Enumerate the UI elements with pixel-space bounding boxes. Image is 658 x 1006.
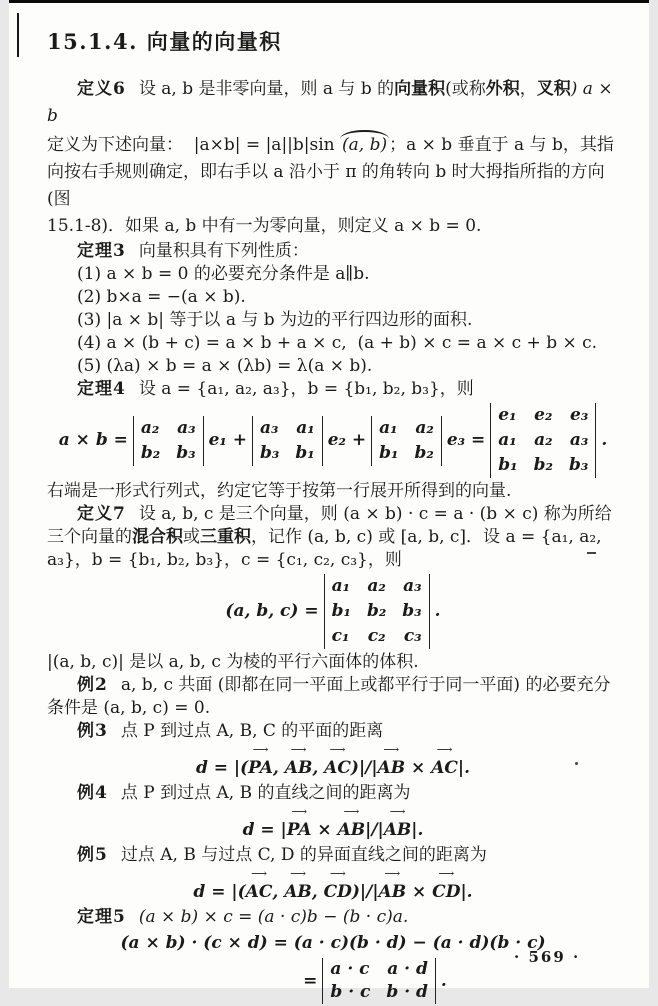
determinant-cell: a₃ <box>569 430 589 450</box>
vector-letters: AB <box>377 758 406 778</box>
page-number: · 569 · <box>514 948 581 966</box>
determinant-cell: a₂ <box>415 417 434 438</box>
ex5-line <box>47 844 619 867</box>
determinant-cell: b · d <box>386 982 428 1002</box>
vector-arrow-icon: ⟶ <box>389 805 406 818</box>
vector-arrow-icon: ⟶ <box>384 867 401 880</box>
formula-text: × <box>405 758 432 778</box>
determinant-2x2 <box>133 416 204 466</box>
vector-AB <box>383 805 412 842</box>
vector-AB <box>284 867 312 904</box>
formula-text: (a × b) · (c × d) = (a · c)(b · d) − (a · d)(b · c) <box>120 933 546 953</box>
thm5-label: 定理5 <box>77 907 126 927</box>
term-vector-product: 向量积 <box>394 79 446 99</box>
formula-text: |. <box>460 882 473 902</box>
cross-product-determinant-formula <box>47 403 619 478</box>
vector-letters: PA <box>286 820 312 840</box>
vector-AB <box>377 743 406 780</box>
def7-text: 或 <box>183 527 200 547</box>
determinant-row <box>332 574 422 599</box>
determinant-row <box>141 441 196 466</box>
section-title: 15.1.4. 向量的向量积 <box>47 29 282 54</box>
vector-arrow-icon: ⟶ <box>436 743 453 756</box>
vector-arrow-icon: ⟶ <box>383 743 400 756</box>
basis-e2: e₂ + <box>327 430 367 450</box>
determinant-cell: e₃ <box>570 405 589 425</box>
ex2-text: a, b, c 共面 (即都在同一平面上或都平行于同一平面) 的必要充分 <box>120 675 611 695</box>
vector-AB <box>284 743 313 780</box>
def6-text: ) a × b <box>47 79 613 126</box>
vector-arrow-icon: ⟶ <box>329 743 346 756</box>
determinant-cell: a₂ <box>367 576 386 596</box>
determinant-cell: a₁ <box>296 417 315 438</box>
vector-letters: AB <box>337 820 366 840</box>
ex5-label: 例5 <box>77 845 108 865</box>
vector-AC <box>245 867 273 904</box>
def6-text: ， <box>519 79 537 99</box>
determinant-cell: b₃ <box>402 601 422 621</box>
determinant-2x2 <box>252 416 323 466</box>
def6-label: 定义6 <box>77 79 126 99</box>
determinant-row <box>260 416 315 441</box>
def6-text: 定义为下述向量： |a×b| = |a||b|sin <box>47 135 341 155</box>
vector-letters: CD <box>432 882 461 902</box>
formula-text: , <box>272 882 285 902</box>
def6-text: (或称 <box>445 79 486 99</box>
basis-e1: e₁ + <box>208 430 248 450</box>
def7-line-1 <box>47 503 619 526</box>
def6-paragraph <box>47 76 619 240</box>
def6-text: 设 a, b 是非零向量，则 a 与 b 的 <box>138 79 395 99</box>
ex5-distance-formula <box>47 869 619 904</box>
def7-note: |(a, b, c)| 是以 a, b, c 为棱的平行六面体的体积. <box>47 652 419 672</box>
thm4-intro: 设 a = {a₁, a₂, a₃}，b = {b₁, b₂, b₃}，则 <box>138 379 474 399</box>
formula-text: d = |( <box>193 882 246 902</box>
ex3-label: 例3 <box>77 721 108 741</box>
vector-letters: AB <box>378 882 407 902</box>
determinant-cell: b₂ <box>366 601 387 621</box>
determinant-cell: b₁ <box>379 442 399 463</box>
determinant-cell: a₃ <box>403 576 422 596</box>
angle-pair: (a, b) <box>342 135 388 155</box>
vector-arrow-icon: ⟶ <box>438 867 455 880</box>
thm3-label: 定理3 <box>77 241 126 261</box>
determinant-2x2 <box>322 958 436 1004</box>
determinant-2x2 <box>371 416 442 466</box>
vector-CD <box>432 867 461 904</box>
formula-text: d = |( <box>195 758 249 778</box>
determinant-cell: c₃ <box>403 626 422 646</box>
ex2-line-2: 条件是 (a, b, c) = 0. <box>47 698 211 718</box>
determinant-cell: b₁ <box>498 455 518 475</box>
formula-text: )|/| <box>351 882 379 902</box>
thm4-line <box>47 378 619 401</box>
mixed-product-determinant-formula <box>47 574 619 649</box>
determinant-cell: b₁ <box>331 601 351 621</box>
thm3-property-5: (5) (λa) × b = a × (λb) = λ(a × b). <box>77 356 373 376</box>
vector-letters: AC <box>245 882 273 902</box>
determinant-cell: b₂ <box>414 442 434 463</box>
thm3-line <box>47 240 619 263</box>
vector-AC <box>431 743 458 780</box>
determinant-row <box>332 624 422 649</box>
vector-arrow-icon: ⟶ <box>291 805 308 818</box>
angle-arc-notation <box>340 130 389 159</box>
determinant-cell: b₁ <box>295 442 315 463</box>
determinant-cell: b · c <box>330 982 371 1002</box>
determinant-cell: b₃ <box>568 455 589 475</box>
def6-text: ；a × b 垂直于 a 与 b，其指 <box>389 135 614 155</box>
determinant-row <box>332 599 422 624</box>
term-triple-product: 三重积 <box>200 527 251 547</box>
determinant-row <box>498 428 588 453</box>
determinant-row <box>260 441 315 466</box>
vector-AB <box>378 867 407 904</box>
determinant-cell: b₃ <box>260 442 280 463</box>
scan-mark-left <box>17 13 19 57</box>
formula-text: , <box>312 758 325 778</box>
vector-CD <box>323 867 352 904</box>
formula-text: , <box>311 882 324 902</box>
def6-line-1 <box>47 76 619 130</box>
def7-line-3: a₃}，b = {b₁, b₂, b₃}，c = {c₁, c₂, c₃}，则 <box>47 550 402 570</box>
determinant-cell: b₂ <box>533 455 553 475</box>
thm3-property-2: (2) b×a = −(a × b). <box>77 287 246 307</box>
def6-line-2 <box>47 130 619 159</box>
vector-letters: CD <box>323 882 352 902</box>
vector-arrow-icon: ⟶ <box>252 743 269 756</box>
vector-letters: AC <box>324 758 351 778</box>
thm4-label: 定理4 <box>77 379 126 399</box>
vector-letters: AB <box>284 758 313 778</box>
vector-arrow-icon: ⟶ <box>290 867 306 880</box>
determinant-row <box>498 403 588 428</box>
ex4-line <box>47 782 619 805</box>
term-cross-product: 叉积 <box>536 79 571 99</box>
determinant-cell: a₁ <box>331 576 351 596</box>
formula-period: . <box>601 430 608 450</box>
ex3-line <box>47 720 619 743</box>
def7-text: 三个向量的 <box>47 527 132 547</box>
determinant-3x3 <box>490 403 596 478</box>
vector-letters: AB <box>284 882 312 902</box>
scanned-textbook-page <box>9 0 649 1002</box>
determinant-cell: c₂ <box>367 626 386 646</box>
formula-period: . <box>440 970 447 991</box>
def7-label: 定义7 <box>77 504 126 524</box>
basis-e3: e₃ = <box>446 430 486 450</box>
determinant-cell: b₃ <box>176 442 196 463</box>
determinant-cell: e₁ <box>498 405 517 425</box>
def7-text: ，记作 (a, b, c) 或 [a, b, c]．设 a = {a₁, a₂, <box>251 527 602 547</box>
term-mixed-product: 混合积 <box>132 527 183 547</box>
formula-text: d = | <box>242 820 287 840</box>
vector-arrow-icon: ⟶ <box>343 805 360 818</box>
page-content <box>47 22 619 1006</box>
formula-period: . <box>434 601 441 621</box>
vector-AC <box>324 743 351 780</box>
determinant-cell: a₂ <box>534 430 553 450</box>
scan-border-top <box>9 0 649 3</box>
def6-line-3: 向按右手规则确定，即右手以 a 沿小于 π 的角转向 b 时大拇指所指的方向 (图 <box>47 162 605 209</box>
vector-letters: PA <box>248 758 273 778</box>
vector-arrow-icon: ⟶ <box>290 743 307 756</box>
determinant-cell: a₃ <box>260 417 279 438</box>
def7-line-2 <box>47 526 619 549</box>
determinant-cell: b₂ <box>140 442 161 463</box>
thm3-property-1: (1) a × b = 0 的必要充分条件是 a∥b. <box>77 264 370 284</box>
determinant-cell: a₂ <box>140 417 160 438</box>
thm5-line-1 <box>47 906 619 929</box>
term-outer-product: 外积 <box>485 79 520 99</box>
determinant-cell: a₁ <box>379 417 398 438</box>
thm4-note: 右端是一形式行列式，约定它等于按第一行展开所得到的向量. <box>47 481 512 501</box>
thm3-property-4: (4) a × (b + c) = a × b + a × c, (a + b) × c = a × c + b × c. <box>77 333 598 353</box>
formula-lhs: a × b = <box>58 430 128 450</box>
determinant-row <box>379 416 434 441</box>
formula-text: × <box>311 820 338 840</box>
vector-arrow-icon: ⟶ <box>251 867 267 880</box>
ex3-distance-formula <box>47 745 619 780</box>
formula-text: |/| <box>365 820 384 840</box>
formula-text: )|/| <box>350 758 378 778</box>
formula-text: × <box>406 882 433 902</box>
determinant-cell: a₃ <box>177 417 196 438</box>
ex4-text: 点 P 到过点 A, B 的直线之间的距离为 <box>120 783 411 803</box>
vector-arrow-icon: ⟶ <box>329 867 346 880</box>
determinant-row <box>379 441 434 466</box>
vector-letters: AB <box>383 820 412 840</box>
ex4-distance-formula <box>47 807 619 842</box>
equals-sign: = <box>303 970 318 991</box>
ex5-text: 过点 A, B 与过点 C, D 的异面直线之间的距离为 <box>120 845 487 865</box>
vector-letters: AC <box>431 758 458 778</box>
determinant-cell: c₁ <box>331 626 350 646</box>
determinant-cell: a₁ <box>498 430 517 450</box>
determinant-cell: a · c <box>330 959 370 979</box>
determinant-row <box>141 416 196 441</box>
vector-PA <box>248 743 273 780</box>
thm5-identity-1: (a × b) × c = (a · c)b − (b · c)a. <box>138 907 409 927</box>
formula-lhs: (a, b, c) = <box>225 601 319 621</box>
thm3-property-3: (3) |a × b| 等于以 a 与 b 为边的平行四边形的面积. <box>77 310 473 330</box>
determinant-row <box>330 958 428 981</box>
determinant-cell: e₂ <box>534 405 553 425</box>
formula-text: |. <box>457 758 471 778</box>
ex2-label: 例2 <box>77 675 108 695</box>
vector-PA <box>286 805 312 842</box>
def6-line-4: 15.1-8)．如果 a, b 中有一为零向量，则定义 a × b = 0. <box>47 216 482 236</box>
determinant-row <box>330 981 428 1004</box>
formula-text: , <box>272 758 285 778</box>
formula-text: |. <box>411 820 424 840</box>
ex4-label: 例4 <box>77 783 108 803</box>
determinant-cell: a · d <box>387 959 428 979</box>
determinant-3x3 <box>324 574 430 649</box>
determinant-row <box>498 453 588 478</box>
vector-AB <box>337 805 366 842</box>
ex3-text: 点 P 到过点 A, B, C 的平面的距离 <box>120 721 384 741</box>
thm3-intro: 向量积具有下列性质： <box>138 241 309 261</box>
ex2-line-1 <box>47 674 619 697</box>
def7-text: 设 a, b, c 是三个向量，则 (a × b) · c = a · (b × c) 称为所给 <box>138 504 612 524</box>
